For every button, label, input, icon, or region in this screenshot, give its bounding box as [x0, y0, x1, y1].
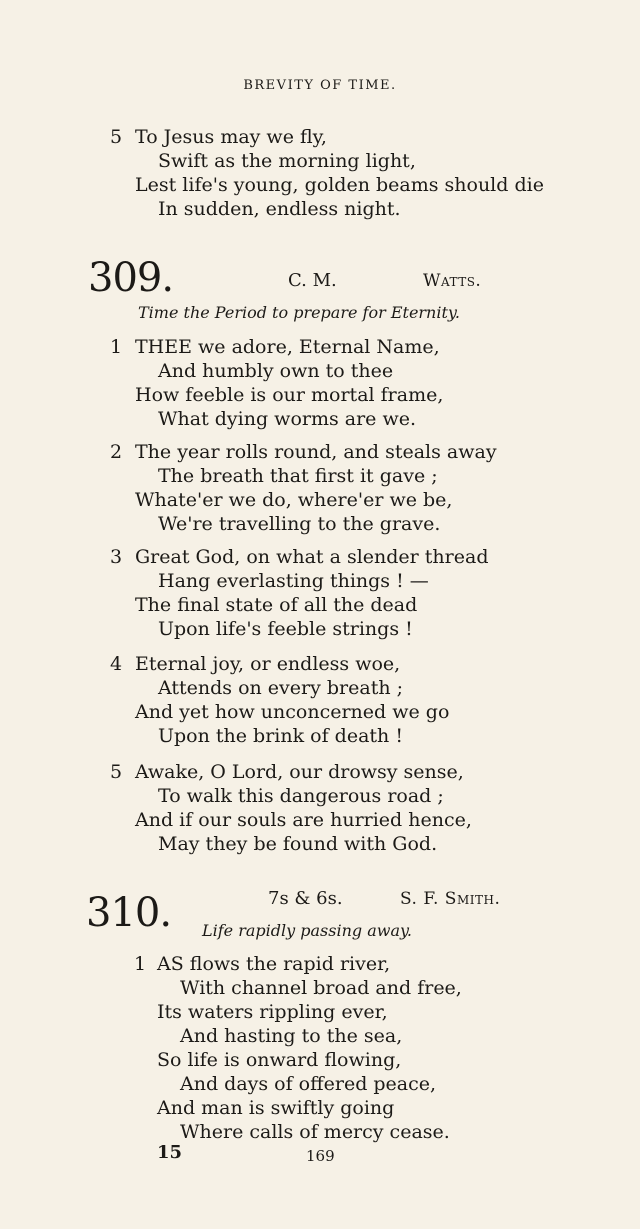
running-header: BREVITY OF TIME.	[243, 78, 397, 93]
verse-line: Awake, O Lord, our drowsy sense,	[135, 761, 464, 783]
verse-line: And yet how unconcerned we go	[135, 701, 450, 723]
verse-line: The breath that first it gave ;	[158, 465, 438, 487]
verse-number: 5	[110, 761, 123, 783]
hymn-meter: C. M.	[288, 270, 337, 291]
verse-line: The year rolls round, and steals away	[135, 441, 497, 463]
verse-line: And man is swiftly going	[157, 1097, 395, 1119]
verse-number: 2	[110, 441, 123, 463]
verse-number: 5	[110, 126, 123, 148]
verse-line: What dying worms are we.	[158, 408, 417, 430]
verse-line: Lest life's young, golden beams should die	[135, 174, 544, 196]
verse-line: Where calls of mercy cease.	[180, 1121, 450, 1143]
hymn-author: Watts.	[423, 271, 482, 291]
verse-line: AS flows the rapid river,	[157, 953, 391, 975]
verse-line: In sudden, endless night.	[158, 198, 401, 220]
verse-line: Upon the brink of death !	[158, 725, 403, 747]
verse-line: And hasting to the sea,	[180, 1025, 403, 1047]
verse-line: Swift as the morning light,	[158, 150, 416, 172]
verse-line: And if our souls are hurried hence,	[135, 809, 472, 831]
verse-line: We're travelling to the grave.	[158, 513, 441, 535]
verse-line: THEE we adore, Eternal Name,	[135, 336, 440, 358]
verse-line: How feeble is our mortal frame,	[135, 384, 444, 406]
verse-line: With channel broad and free,	[180, 977, 462, 999]
verse-line: Great God, on what a slender thread	[135, 546, 489, 568]
verse-line: And humbly own to thee	[158, 360, 394, 382]
verse-line: To Jesus may we fly,	[135, 126, 327, 148]
signature-mark: 15	[157, 1142, 183, 1163]
verse-line: To walk this dangerous road ;	[158, 785, 444, 807]
verse-line: Hang everlasting things ! —	[158, 570, 429, 592]
verse-line: Attends on every breath ;	[158, 677, 404, 699]
verse-number: 4	[110, 653, 123, 675]
verse-line: Its waters rippling ever,	[157, 1001, 388, 1023]
hymn-author: S. F. Smith.	[400, 889, 501, 909]
hymn-subtitle: Life rapidly passing away.	[202, 921, 412, 940]
hymn-subtitle: Time the Period to prepare for Eternity.	[138, 303, 460, 322]
hymn-number-310: 310.	[86, 890, 172, 936]
verse-line: Upon life's feeble strings !	[158, 618, 413, 640]
verse-line: May they be found with God.	[158, 833, 438, 855]
verse-line: Eternal joy, or endless woe,	[135, 653, 401, 675]
verse-line: So life is onward flowing,	[157, 1049, 402, 1071]
verse-number: 1	[134, 953, 147, 975]
verse-number: 1	[110, 336, 123, 358]
hymn-number-309: 309.	[88, 255, 174, 301]
page-number: 169	[306, 1147, 335, 1165]
verse-line: The final state of all the dead	[135, 594, 418, 616]
hymn-meter: 7s & 6s.	[268, 888, 343, 909]
verse-line: Whate'er we do, where'er we be,	[135, 489, 453, 511]
verse-number: 3	[110, 546, 123, 568]
verse-line: And days of offered peace,	[180, 1073, 437, 1095]
